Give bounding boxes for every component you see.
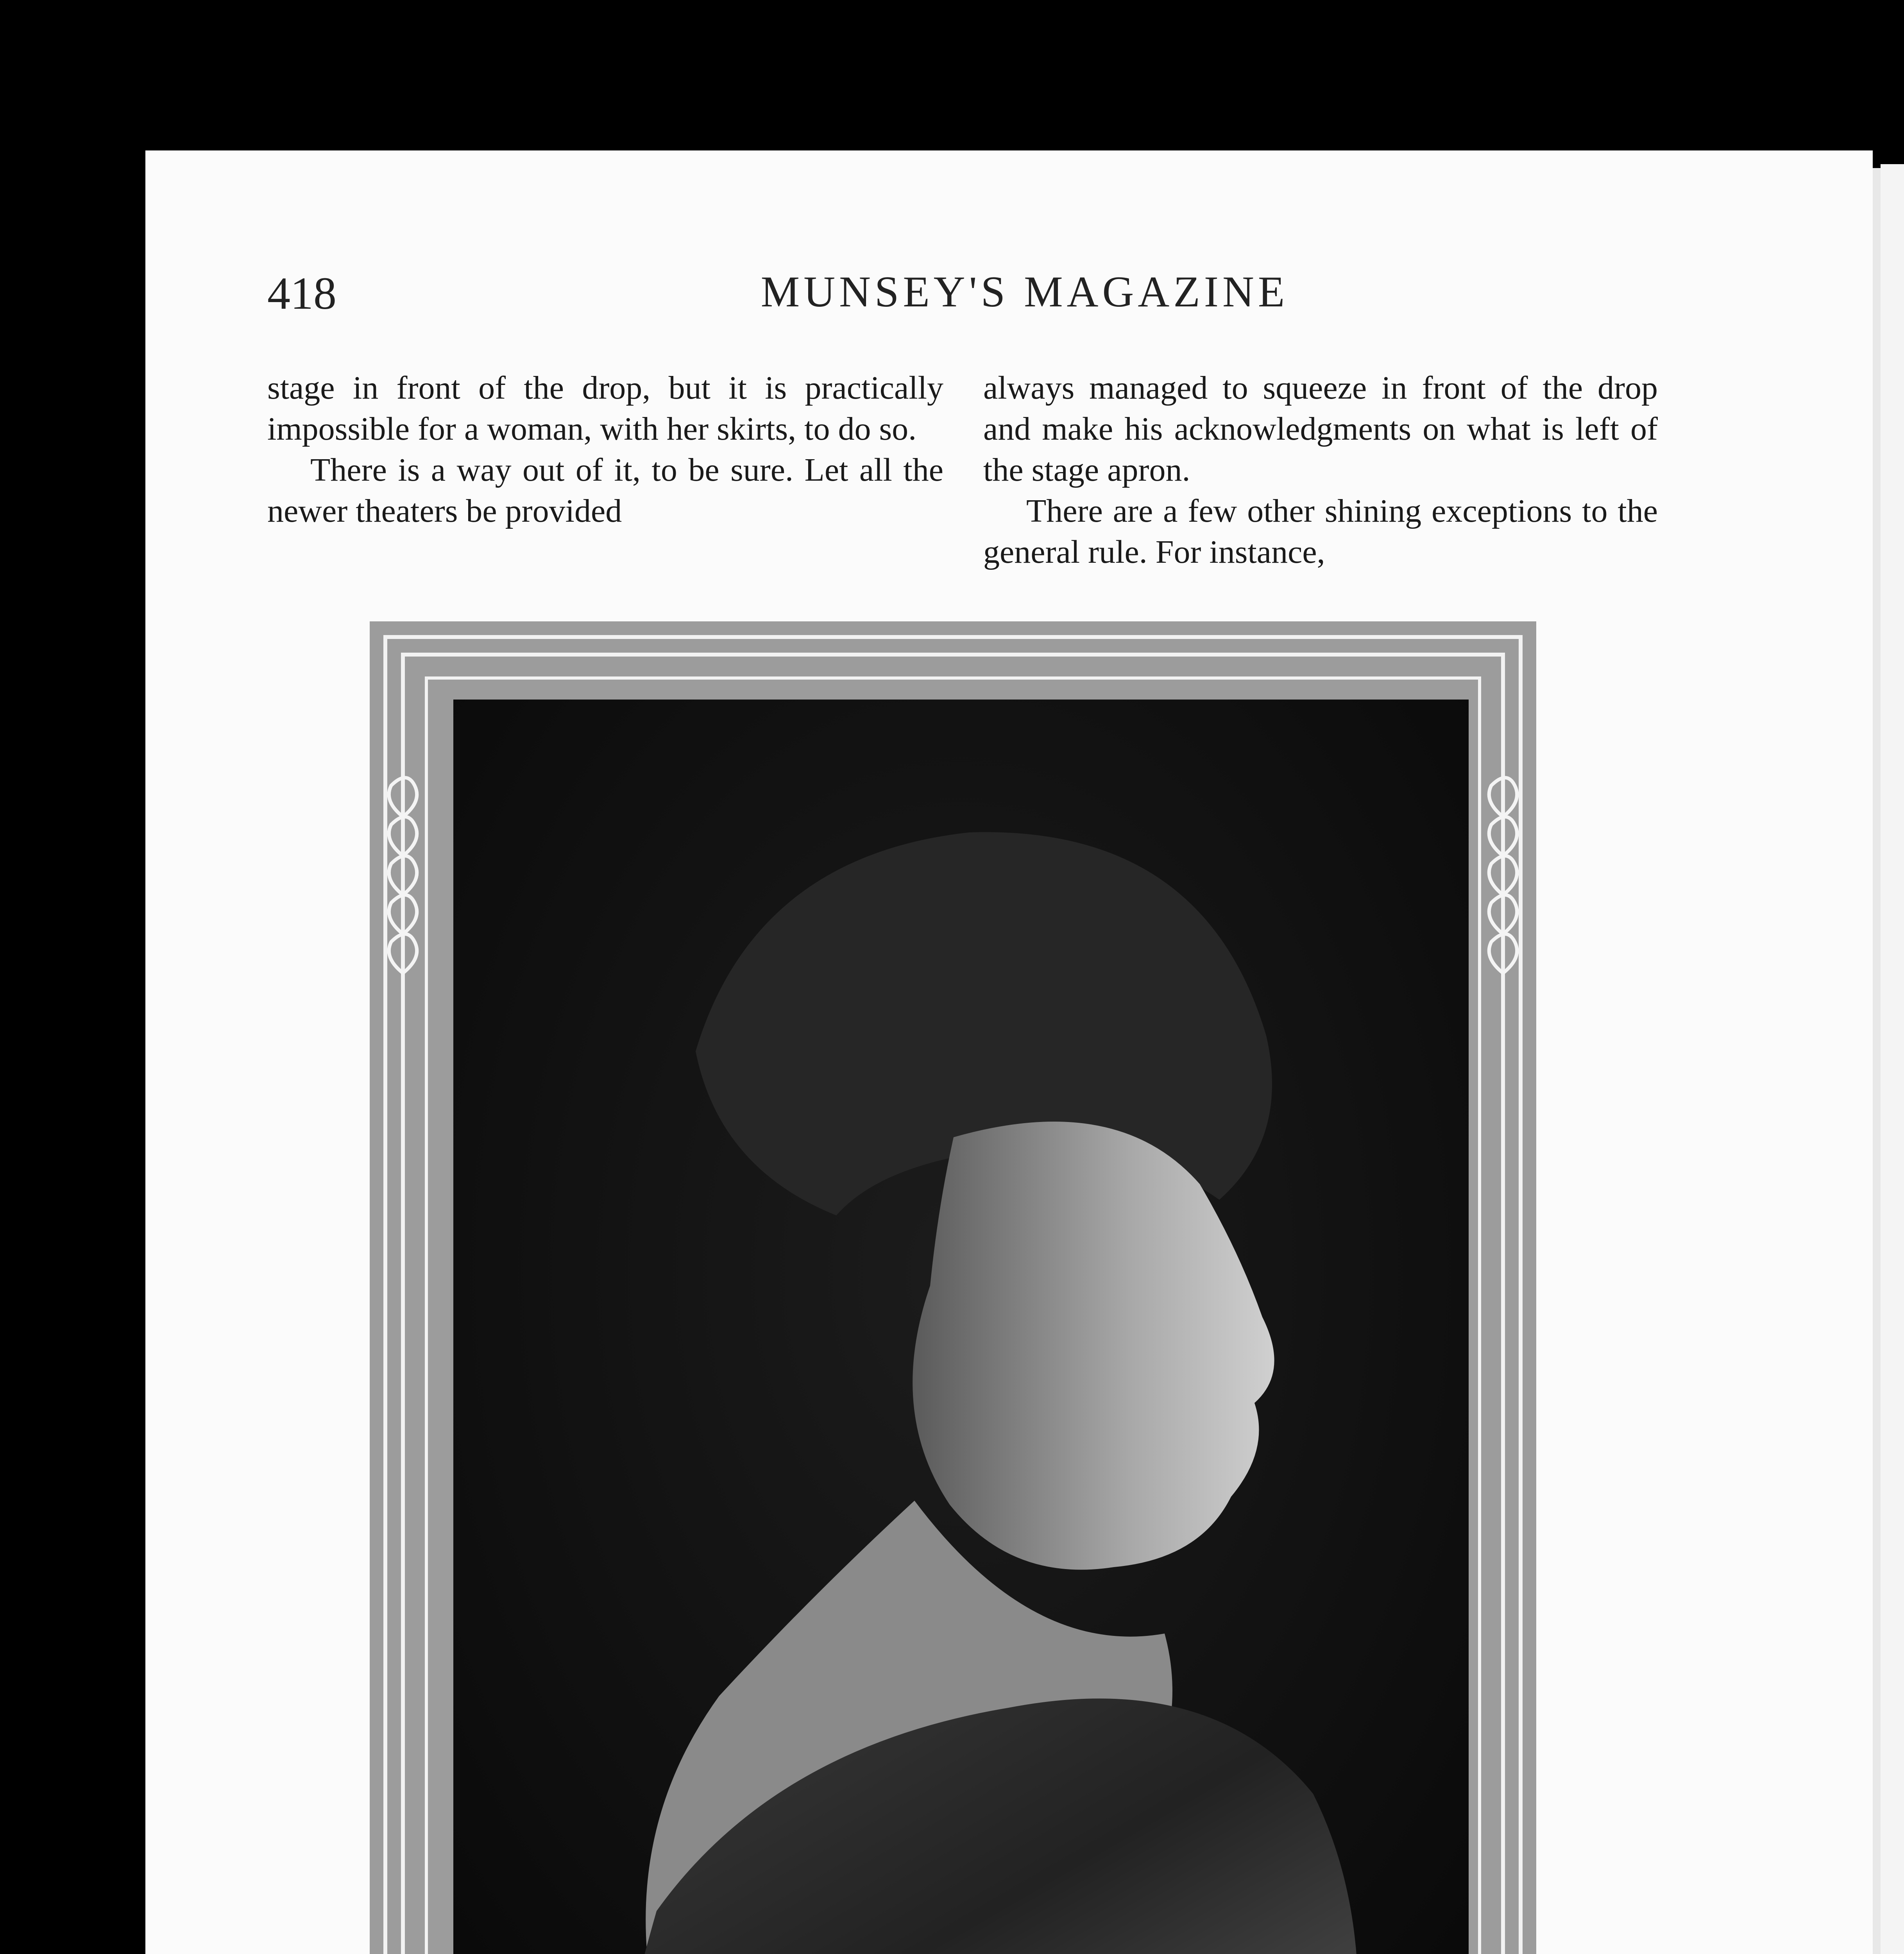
page-number: 418 (267, 268, 336, 319)
page-gutter (1873, 168, 1881, 1954)
top-right-column (983, 367, 1658, 573)
paragraph: There are a few other shining exceptions to the general rule. For instance, (983, 493, 1658, 570)
top-left-column (267, 367, 943, 531)
paragraph: There is a way out of it, to be sure. Let all the newer theaters be provided (267, 452, 943, 529)
running-title: MUNSEY'S MAGAZINE (761, 268, 1289, 316)
paragraph: always managed to squeeze in front of the drop and make his acknowledgments on what is left of the stage apron. (983, 370, 1658, 488)
portrait-photo (453, 700, 1469, 1954)
paragraph: stage in front of the drop, but it is practically impossible for a woman, with her skirts, to do so. (267, 370, 943, 447)
facing-page-edge (1881, 164, 1904, 1954)
